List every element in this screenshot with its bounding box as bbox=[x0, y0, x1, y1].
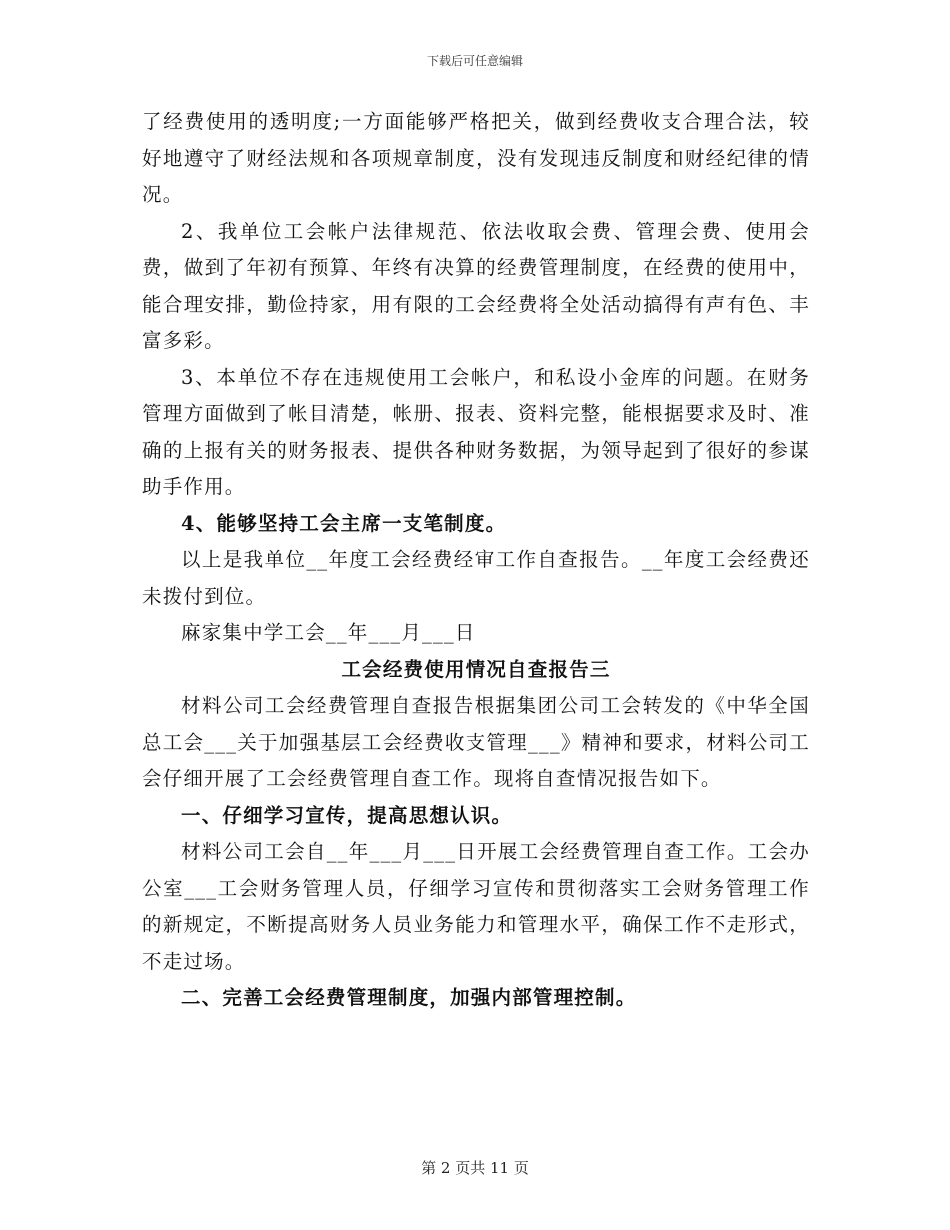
paragraph-item-2: 2、我单位工会帐户法律规范、依法收取会费、管理会费、使用会费，做到了年初有预算、年终有决算的经费管理制度，在经费的使用中，能合理安排，勤俭持家，用有限的工会经费将全处活动搞得有声有色、丰富多彩。 bbox=[142, 219, 810, 352]
page-header: 下载后可任意编辑 bbox=[426, 54, 523, 68]
section-title: 工会经费使用情况自查报告三 bbox=[341, 657, 611, 681]
paragraph-summary: 以上是我单位__年度工会经费经审工作自查报告。__年度工会经费还未拨付到位。 bbox=[142, 548, 810, 608]
paragraph-item-4: 4、能够坚持工会主席一支笔制度。 bbox=[181, 511, 507, 535]
document-body bbox=[142, 104, 810, 1017]
page-footer: 第 2 页共 11 页 bbox=[421, 1159, 529, 1177]
heading-section-2: 二、完善工会经费管理制度，加强内部管理控制。 bbox=[181, 986, 637, 1009]
paragraph-section-1: 材料公司工会自__年___月___日开展工会经费管理自查工作。工会办公室___工会财务管理人员，仔细学习宣传和贯彻落实工会财务管理工作的新规定，不断提高财务人员业务能力和管理水平，确保工作不走形式，不走过场。 bbox=[142, 840, 810, 973]
paragraph-intro: 材料公司工会经费管理自查报告根据集团公司工会转发的《中华全国总工会___关于加强基层工会经费收支管理___》精神和要求，材料公司工会仔细开展了工会经费管理自查工作。现将自查情况报告如下。 bbox=[142, 694, 810, 790]
paragraph-item-3: 3、本单位不存在违规使用工会帐户，和私设小金库的问题。在财务管理方面做到了帐目清楚，帐册、报表、资料完整，能根据要求及时、准确的上报有关的财务报表、提供各种财务数据，为领导起到了很好的参谋助手作用。 bbox=[142, 365, 810, 498]
paragraph-continuation: 了经费使用的透明度;一方面能够严格把关，做到经费收支合理合法，较好地遵守了财经法规和各项规章制度，没有发现违反制度和财经纪律的情况。 bbox=[142, 110, 810, 206]
heading-section-1: 一、仔细学习宣传，提高思想认识。 bbox=[181, 803, 513, 827]
paragraph-signature: 麻家集中学工会__年___月___日 bbox=[181, 621, 476, 644]
